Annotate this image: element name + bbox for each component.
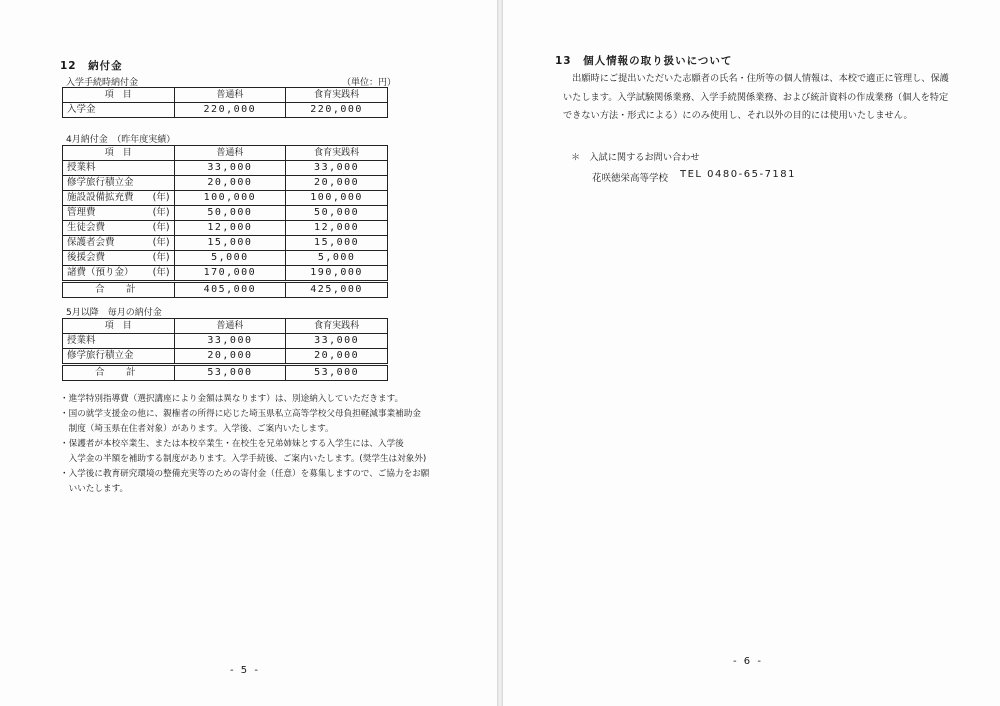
- table-row: [63, 161, 388, 176]
- general-course-fee: 20,000: [174, 349, 286, 365]
- note-line: ・進学特別指導費（選択講座により金額は異なります）は、別途納入していただきます。: [60, 394, 404, 404]
- item-cell: [63, 334, 175, 349]
- food-course-fee: 12,000: [286, 221, 388, 236]
- table-row: [63, 191, 388, 206]
- note-line: 制度（埼玉県在住者対象）があります。入学後、ご案内いたします。: [60, 424, 334, 434]
- column-header: 項 目: [63, 146, 175, 161]
- total-label: 合 計: [63, 365, 175, 381]
- item-cell: [63, 266, 175, 282]
- food-course-fee: 20,000: [286, 176, 388, 191]
- column-header: 項 目: [63, 319, 175, 334]
- general-course-fee: 12,000: [174, 221, 286, 236]
- privacy-line: できない方法・形式による）にのみ使用し、それ以外の目的には使用いたしません。: [563, 110, 913, 121]
- table-row: [63, 266, 388, 282]
- item-label: 保護者会費: [67, 237, 115, 248]
- table-header-row: [63, 88, 388, 103]
- general-course-fee: 5,000: [174, 251, 286, 266]
- page-number-left: - 5 -: [230, 665, 260, 676]
- page-number-right: - 6 -: [733, 656, 763, 667]
- table-row: [63, 251, 388, 266]
- table-row: [63, 103, 388, 118]
- privacy-line: 出願時にご提出いただいた志願者の氏名・住所等の個人情報は、本校で適正に管理し、保護: [563, 73, 949, 84]
- privacy-line: いたします。入学試験関係業務、入学手続関係業務、および統計資料の作成業務（個人を特定: [563, 91, 949, 103]
- food-course-total: 53,000: [286, 365, 388, 381]
- privacy-body: [563, 70, 949, 126]
- note-line: 入学金の半額を補助する制度があります。入学手続後、ご案内いたします。(奨学生は対象外): [60, 454, 427, 464]
- general-course-fee: 20,000: [174, 176, 286, 191]
- food-course-fee: 100,000: [286, 191, 388, 206]
- april-fee-table: [62, 145, 388, 298]
- item-cell: [63, 161, 175, 176]
- item-label: 修学旅行積立金: [67, 177, 134, 188]
- table-row: [63, 176, 388, 191]
- total-row: [63, 282, 388, 298]
- item-label: 入学金: [67, 104, 96, 115]
- item-suffix: (年): [152, 207, 170, 218]
- general-course-fee: 33,000: [174, 334, 286, 349]
- admission-caption: 入学手続時納付金: [66, 78, 139, 88]
- food-course-total: 425,000: [286, 282, 388, 298]
- item-label: 施設設備拡充費: [67, 192, 134, 203]
- item-cell: [63, 251, 175, 266]
- note-line: ・入学後に教育研究環境の整備充実等のための寄付金（任意）を募集しますので、ご協力をお願: [60, 469, 430, 479]
- table-row: [63, 349, 388, 365]
- table-row: [63, 206, 388, 221]
- item-cell: [63, 206, 175, 221]
- table-row: [63, 236, 388, 251]
- table-header-row: [63, 146, 388, 161]
- item-cell: [63, 236, 175, 251]
- inquiry-label: ＊ 入試に関するお問い合わせ: [571, 152, 700, 163]
- note-line: いいたします。: [60, 484, 129, 494]
- item-suffix: (年): [152, 267, 170, 278]
- monthly-caption: 5月以降 毎月の納付金: [66, 308, 162, 318]
- total-label: 合 計: [63, 282, 175, 298]
- general-course-fee: 170,000: [174, 266, 286, 282]
- admission-fee-table: [62, 87, 388, 118]
- general-course-fee: 33,000: [174, 161, 286, 176]
- monthly-fee-table: [62, 318, 388, 381]
- column-header: 食育実践科: [286, 88, 388, 103]
- food-course-fee: 33,000: [286, 161, 388, 176]
- notes-list: [60, 392, 429, 497]
- general-course-total: 53,000: [174, 365, 286, 381]
- food-course-fee: 15,000: [286, 236, 388, 251]
- table-header-row: [63, 319, 388, 334]
- item-suffix: (年): [152, 222, 170, 233]
- school-name: 花咲徳栄高等学校: [592, 173, 669, 184]
- item-suffix: (年): [152, 237, 170, 248]
- note-line: ・保護者が本校卒業生、または本校卒業生・在校生を兄弟姉妹とする入学生には、入学後: [60, 439, 404, 449]
- item-label: 後援会費: [67, 252, 106, 263]
- table-row: [63, 334, 388, 349]
- item-cell: [63, 103, 175, 118]
- section13-title: 13 個人情報の取り扱いについて: [555, 55, 733, 67]
- food-course-fee: 50,000: [286, 206, 388, 221]
- unit-label: （単位：円）: [342, 78, 397, 88]
- note-line: ・国の就学支援金の他に、親権者の所得に応じた埼玉県私立高等学校父母負担軽減事業補助金: [60, 409, 421, 419]
- april-caption: 4月納付金 （昨年度実績）: [66, 135, 176, 145]
- column-header: 普通科: [174, 319, 286, 334]
- item-label: 諸費（預り金）: [67, 267, 134, 278]
- item-suffix: (年): [152, 252, 170, 263]
- column-header: 食育実践科: [286, 319, 388, 334]
- general-course-fee: 100,000: [174, 191, 286, 206]
- item-suffix: (年): [152, 192, 170, 203]
- item-label: 授業料: [67, 335, 96, 346]
- section12-title: 12 納付金: [60, 60, 123, 72]
- food-course-fee: 190,000: [286, 266, 388, 282]
- column-header: 項 目: [63, 88, 175, 103]
- food-course-fee: 33,000: [286, 334, 388, 349]
- tel-number: TEL 0480-65-7181: [680, 169, 797, 180]
- general-course-fee: 50,000: [174, 206, 286, 221]
- item-cell: [63, 176, 175, 191]
- food-course-fee: 5,000: [286, 251, 388, 266]
- item-label: 管理費: [67, 207, 96, 218]
- column-header: 普通科: [174, 146, 286, 161]
- total-row: [63, 365, 388, 381]
- food-course-fee: 20,000: [286, 349, 388, 365]
- column-header: 食育実践科: [286, 146, 388, 161]
- column-header: 普通科: [174, 88, 286, 103]
- item-cell: [63, 191, 175, 206]
- item-cell: [63, 349, 175, 365]
- general-course-total: 405,000: [174, 282, 286, 298]
- item-label: 修学旅行積立金: [67, 350, 134, 361]
- item-label: 生徒会費: [67, 222, 106, 233]
- general-course-fee: 15,000: [174, 236, 286, 251]
- general-course-fee: 220,000: [174, 103, 286, 118]
- item-cell: [63, 221, 175, 236]
- item-label: 授業料: [67, 162, 96, 173]
- table-row: [63, 221, 388, 236]
- food-course-fee: 220,000: [286, 103, 388, 118]
